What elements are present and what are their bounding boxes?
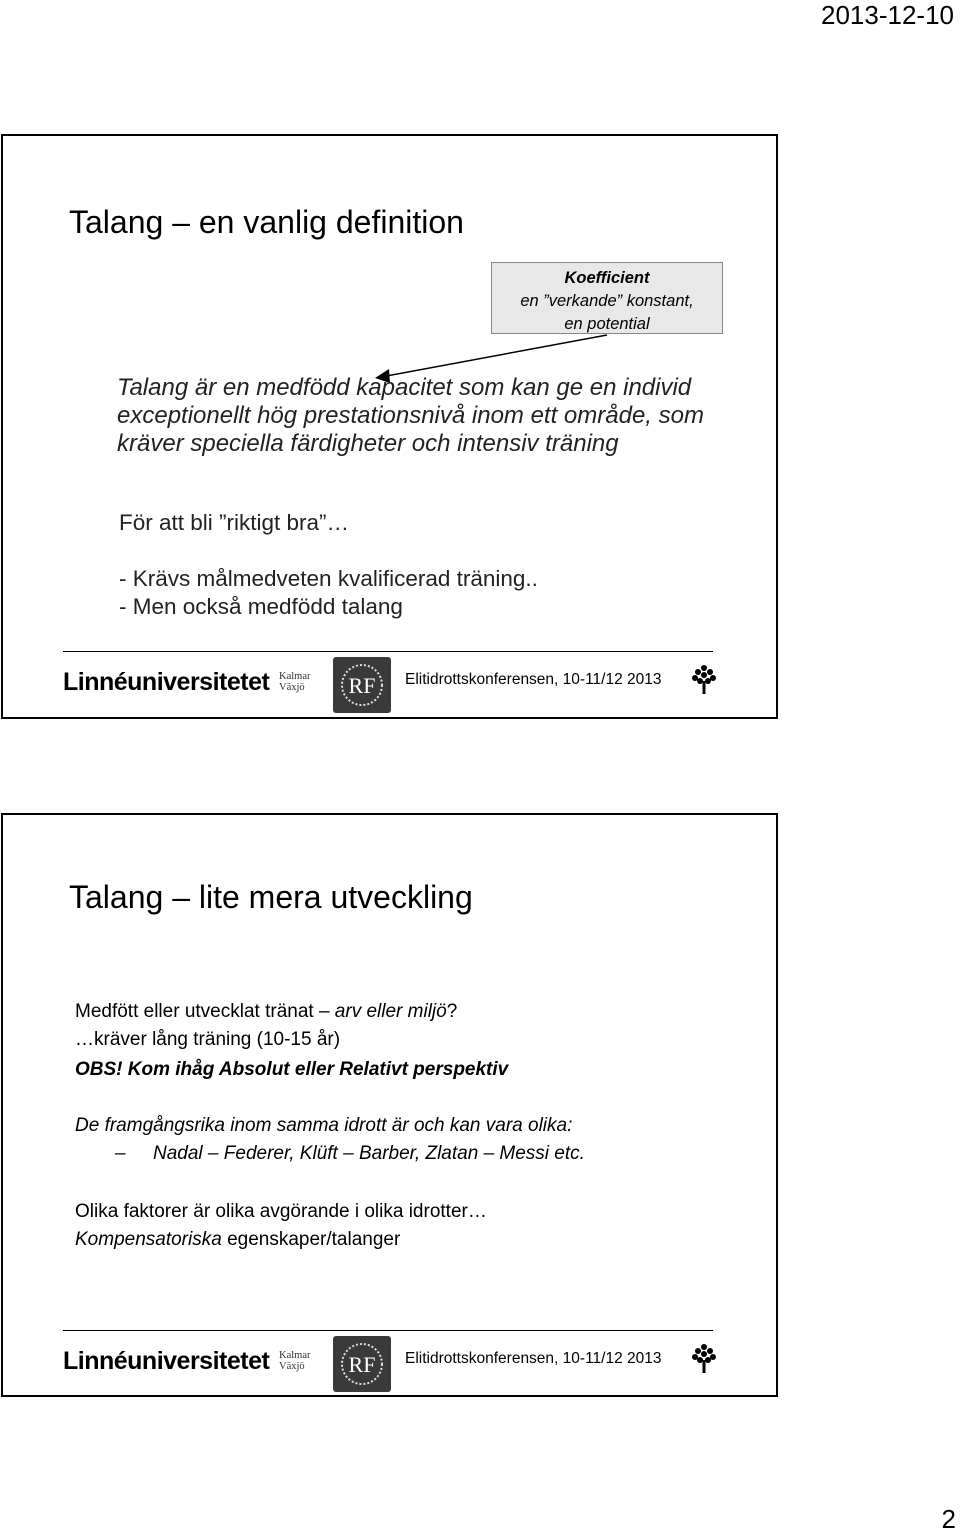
- logo-subtitle: [279, 1350, 311, 1372]
- definition-line-3: kräver speciella färdigheter och intensiv träning: [117, 430, 619, 457]
- slide2-line-5-dash: –: [115, 1143, 126, 1164]
- line-7-rest: egenskaper/talanger: [221, 1229, 401, 1250]
- conference-text: Elitidrottskonferensen, 10-11/12 2013: [405, 671, 662, 688]
- slide2-line-2: …kräver lång träning (10-15 år): [75, 1029, 341, 1050]
- footer-divider: [63, 651, 713, 652]
- logo-sub-kalmar: Kalmar: [279, 671, 311, 682]
- svg-text:RF: RF: [348, 1352, 376, 1377]
- line-1-end: ?: [446, 1001, 458, 1022]
- callout-line-3: en potential: [564, 315, 650, 333]
- callout-heading: Koefficient: [564, 269, 650, 287]
- slide2-line-3: [75, 1059, 508, 1081]
- logo-sub-kalmar: Kalmar: [279, 1350, 311, 1361]
- header-date: 2013-12-10: [821, 0, 954, 30]
- slide-1-title: Talang – en vanlig definition: [69, 204, 464, 240]
- callout-line-2: en ”verkande” konstant,: [520, 292, 694, 310]
- koefficient-callout: [491, 262, 723, 334]
- linneuniversitetet-logo: Linnéuniversitetet: [63, 1347, 270, 1375]
- rf-emblem-icon: [333, 657, 391, 713]
- logo-sub-vaxjo: Växjö: [279, 1361, 305, 1372]
- bullet-2: - Men också medfödd talang: [119, 594, 403, 619]
- line-1-text: Medfött eller utvecklat tränat –: [75, 1001, 330, 1022]
- slide-2: [1, 813, 778, 1397]
- tree-icon: [691, 1342, 717, 1374]
- slide2-line-6: Olika faktorer är olika avgörande i olika idrotter…: [75, 1201, 487, 1222]
- rf-emblem-icon: [333, 1336, 391, 1392]
- bullet-1: - Krävs målmedveten kvalificerad träning..: [119, 566, 538, 591]
- slide2-line-1: [75, 1001, 457, 1023]
- obs-label: OBS!: [75, 1059, 123, 1080]
- page-number: 2: [941, 1504, 956, 1534]
- logo-subtitle: [279, 671, 311, 693]
- definition-line-1: Talang är en medfödd kapacitet som kan ge en individ: [117, 374, 692, 401]
- slide2-line-7: [75, 1229, 400, 1251]
- slide2-line-4: De framgångsrika inom samma idrott är och kan vara olika:: [75, 1115, 573, 1136]
- linneuniversitetet-logo: Linnéuniversitetet: [63, 668, 270, 696]
- footer-divider: [63, 1330, 713, 1331]
- kompensatoriska-text: Kompensatoriska: [75, 1229, 222, 1250]
- obs-text: Kom ihåg Absolut eller Relativt perspektiv: [127, 1059, 509, 1080]
- slide-2-title: Talang – lite mera utveckling: [69, 879, 473, 915]
- conference-text: Elitidrottskonferensen, 10-11/12 2013: [405, 1350, 662, 1367]
- logo-sub-vaxjo: Växjö: [279, 682, 305, 693]
- lead-text: För att bli ”riktigt bra”…: [119, 510, 350, 535]
- slide2-line-5: Nadal – Federer, Klüft – Barber, Zlatan – Messi etc.: [153, 1143, 585, 1164]
- svg-text:RF: RF: [348, 673, 376, 698]
- line-1-italic: arv eller miljö: [334, 1001, 447, 1022]
- definition-line-2: exceptionellt hög prestationsnivå inom ett område, som: [117, 402, 704, 429]
- tree-icon: [691, 663, 717, 695]
- slide-1: [1, 134, 778, 719]
